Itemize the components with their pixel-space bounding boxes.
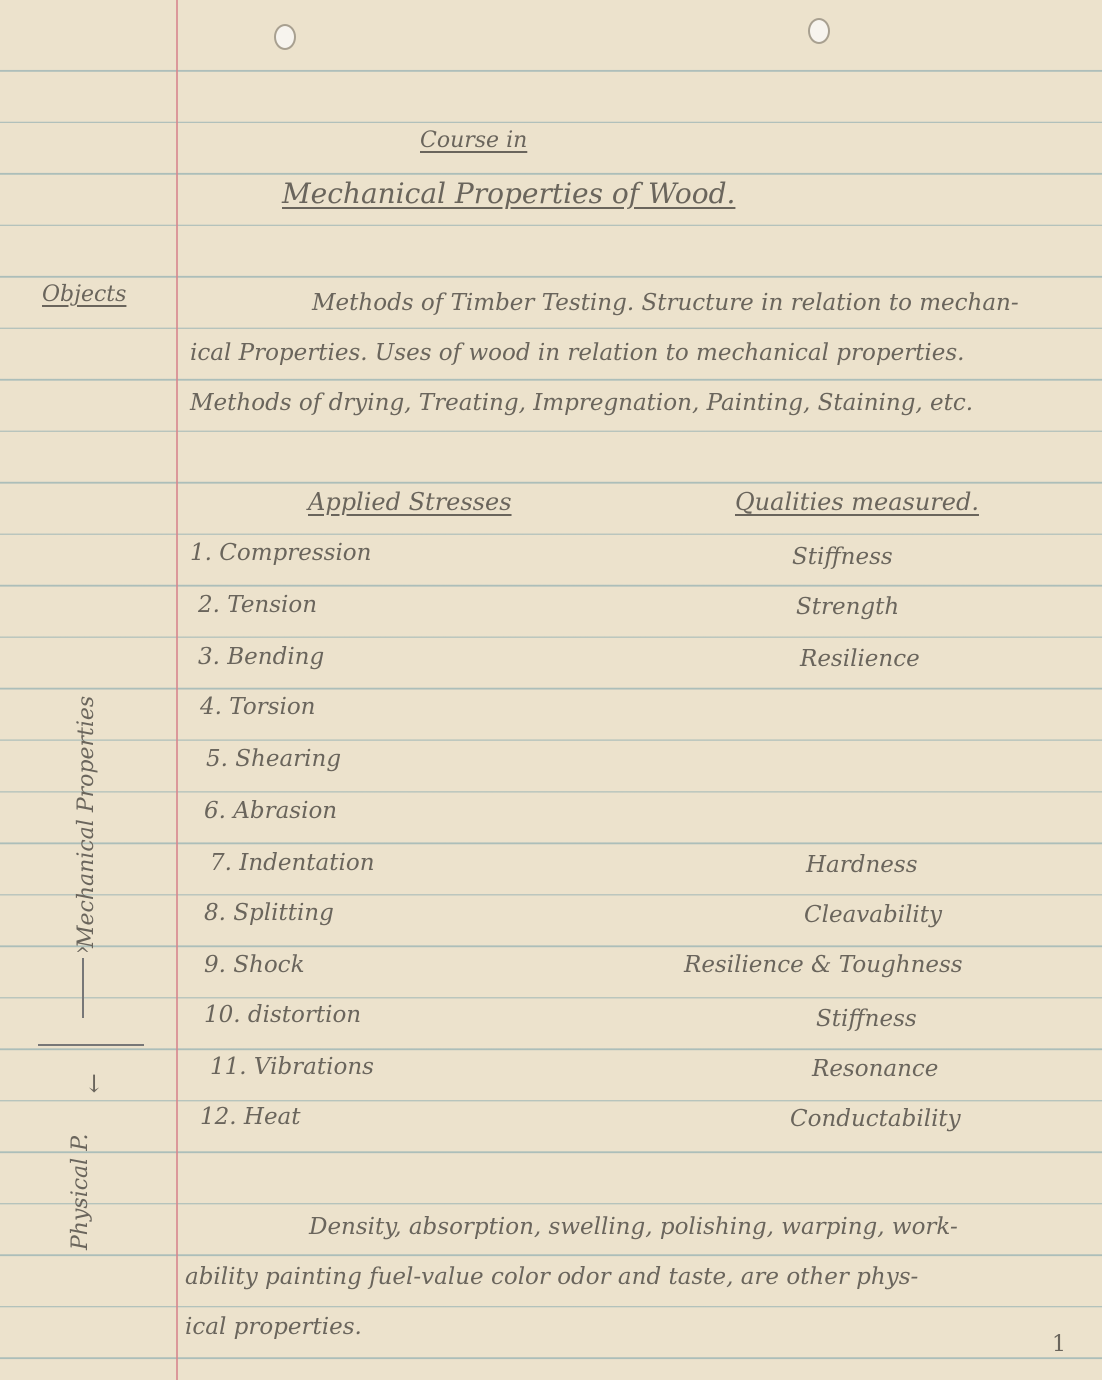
punch-hole-right — [808, 18, 830, 44]
physical-properties-paragraph — [185, 1202, 958, 1352]
objects-line: ical Properties. Uses of wood in relation to mechanical properties. — [190, 340, 965, 366]
stress-item: 9. Shock — [204, 952, 305, 978]
physical-line: Density, absorption, swelling, polishing, warping, work- — [309, 1214, 958, 1240]
stress-item: 6. Abrasion — [204, 798, 338, 824]
quality-item: Hardness — [806, 852, 918, 878]
quality-item: Conductability — [790, 1106, 961, 1132]
objects-line: Methods of drying, Treating, Impregnation, Painting, Staining, etc. — [190, 390, 974, 416]
stress-item: 1. Compression — [190, 540, 372, 566]
qualities-measured-header: Qualities measured. — [735, 488, 979, 516]
page-number: 1 — [1052, 1332, 1066, 1357]
stress-item: 11. Vibrations — [210, 1054, 374, 1080]
stress-item: 10. distortion — [204, 1002, 362, 1028]
physical-line: ical properties. — [185, 1314, 362, 1340]
quality-item: Stiffness — [816, 1006, 917, 1032]
mechanical-properties-margin-note: Mechanical Properties — [74, 695, 99, 948]
punch-hole-left — [274, 24, 296, 50]
quality-item: Resilience — [800, 646, 920, 672]
up-arrow-icon — [82, 958, 84, 1018]
course-title: Mechanical Properties of Wood. — [282, 177, 736, 210]
margin-divider — [38, 1044, 144, 1046]
quality-item: Resilience & Toughness — [684, 952, 963, 978]
stress-item: 5. Shearing — [206, 746, 342, 772]
down-arrow-icon: ↓ — [84, 1070, 105, 1098]
stress-item: 3. Bending — [198, 644, 325, 670]
quality-item: Stiffness — [792, 544, 893, 570]
stress-item: 12. Heat — [200, 1104, 301, 1130]
quality-item: Cleavability — [804, 902, 943, 928]
physical-line: ability painting fuel-value color odor and taste, are other phys- — [185, 1264, 919, 1290]
stress-item: 8. Splitting — [204, 900, 334, 926]
course-heading: Course in — [420, 128, 528, 153]
objects-paragraph — [190, 278, 1019, 428]
stress-item: 4. Torsion — [200, 694, 316, 720]
objects-margin-label: Objects — [42, 282, 127, 307]
stress-item: 2. Tension — [198, 592, 318, 618]
stress-item: 7. Indentation — [210, 850, 375, 876]
up-arrow-head-icon: ^ — [75, 944, 91, 965]
margin-line — [176, 0, 178, 1380]
physical-properties-margin-note: Physical P. — [68, 1133, 93, 1250]
objects-line: Methods of Timber Testing. Structure in relation to mechan- — [312, 290, 1019, 316]
quality-item: Strength — [796, 594, 900, 620]
applied-stresses-header: Applied Stresses — [308, 488, 512, 516]
quality-item: Resonance — [812, 1056, 939, 1082]
